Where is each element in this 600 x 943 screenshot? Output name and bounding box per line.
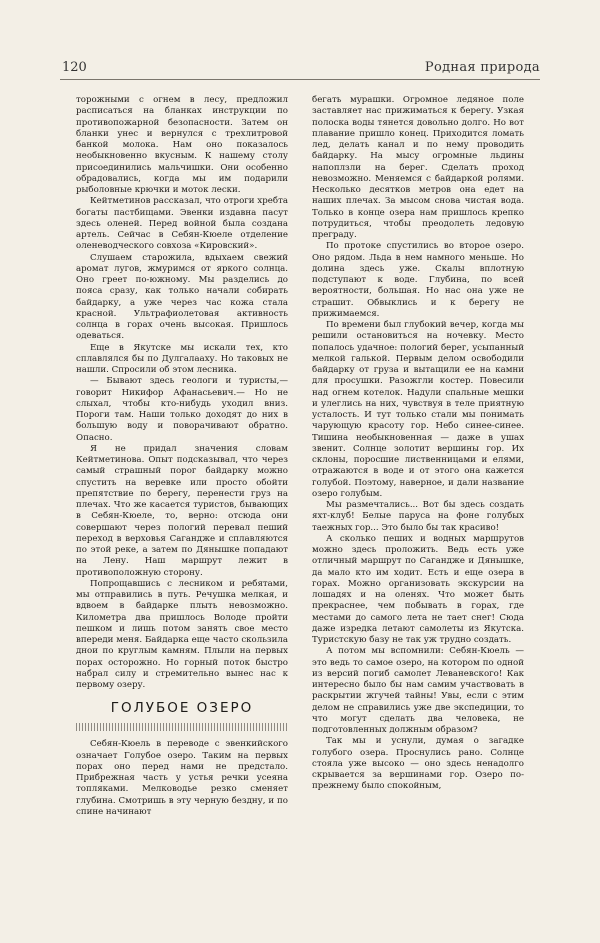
- header-divider: [60, 79, 540, 80]
- right-column: [312, 95, 524, 793]
- paragraph: бегать мурашки. Огромное ледяное поле заставляет нас прижиматься к берегу. Узкая полоска воды тянется довольно долго. Но вот плавание пришло конец. Приходится ломать лед, делать канал и по нему проводить байдарку. На мысу огромные льдины напоплзли на берег. Сделать проход невозможно. Меняемся с байдаркой ролями. Несколько десятков метров она едет на наших плечах. За мысом снова чистая вода. Только в конце озера нам пришлось крепко потрудиться, чтобы преодолеть ледовую преграду.: [312, 95, 524, 240]
- section-title: ГОЛУБОЕ ОЗЕРО: [110, 700, 254, 717]
- paragraph: Кейтметинов рассказал, что отроги хребта богаты пастбищами. Эвенки издавна пасут здесь оленей. Перед войной была создана артель. Сейчас в Себян-Кюеле отделение оленеводческого совхоза «Кировский».: [76, 196, 288, 252]
- paragraph: По протоке спустились во второе озеро. Оно рядом. Льда в нем намного меньше. Но долина здесь уже. Скалы вплотную подступают к воде. Глубина, по всей вероятности, большая. Но нас она уже не страшит. Обвыклись и к берегу не прижимаемся.: [312, 241, 524, 319]
- paragraph: А сколько пеших и водных маршрутов можно здесь проложить. Ведь есть уже отличный маршрут по Сагандже и Дянышке, да мало кто им ходит. Есть и еще озера в горах. Можно организовать экскурсии на лошадях и на оленях. Что может быть прекраснее, чем побывать в горах, где местами до самого лета не тает снег! Сюда даже изредка летают самолеты из Якутска. Туристскую базу не так уж трудно создать.: [312, 533, 524, 645]
- running-title: Родная природа: [424, 60, 540, 75]
- paragraph: Так мы и уснули, думая о загадке голубого озера. Проснулись рано. Солнце стояла уже высоко — оно здесь ненадолго скрывается за вершинами гор. Озеро по-прежнему было спокойным,: [312, 736, 524, 792]
- paragraph: Еще в Якутске мы искали тех, кто сплавлялся бы по Дулгалааху. Но таковых не нашли. Спросили об этом лесника.: [76, 342, 288, 375]
- section-ornament: [76, 723, 288, 731]
- paragraph: По времени был глубокий вечер, когда мы решили остановиться на ночевку. Место попалось удачное: пологий берег, усыпанный мелкой галькой. Первым делом освободили байдарку от груза и вытащили ее на камни для просушки. Разожгли костер. Повесили над огнем котелок. Надули спальные мешки и улеглись на них, чувствуя в теле приятную усталость. И тут только стали мы понимать чарующую красоту гор. Небо синее-синее. Тишина необыкновенная — даже в ушах звенит. Солнце золотит вершины гор. Их склоны, поросшие лиственницами и елями, отражаются в воде и от этого она кажется голубой. Поэтому, наверное, и дали название озеро голубым.: [312, 320, 524, 499]
- paragraph: — Бывают здесь геологи и туристы,— говорит Никифор Афанасьевич.— Но не слыхал, чтобы кто-нибудь уходил вниз. Пороги там. Наши только доходят до них в большую воду и поворачивают обратно. Опасно.: [76, 376, 288, 443]
- paragraph: А потом мы вспомнили: Себян-Кюель — это ведь то самое озеро, на котором по одной из версий погиб самолет Леваневского! Как интересно было бы нам самим участвовать в раскрытии жгучей тайны! Увы, если с этим делом не справились уже две экспедиции, то что могут сделать два человека, не подготовленных должным образом?: [312, 646, 524, 735]
- paragraph: Себян-Кюель в переводе с эвенкийского означает Голубое озеро. Таким на первых порах оно перед нами не предстало. Прибрежная часть у устья речки усеяна топляками. Мелководье резко сменяет глубина. Смотришь в эту черную бездну, и по спине начинают: [76, 739, 288, 817]
- paragraph: Слушаем старожила, вдыхаем свежий аромат лугов, жмуримся от яркого солнца. Оно греет по-южному. Мы разделись до пояса сразу, как только начали собирать байдарку, а уже через час кожа стала красной. Ультрафиолетовая активность солнца в горах очень высокая. Пришлось одеваться.: [76, 252, 288, 342]
- paragraph: торожными с огнем в лесу, предложил расписаться на бланках инструкции по противопожарной безопасности. Затем он бланки унес и вернулся с трехлитровой банкой молока. Нам оно показалось необыкновенно вкусным. К нашему столу присоединились мальчишки. Они особенно обрадовались, когда мы им подарили рыболовные крючки и моток лески.: [76, 95, 288, 195]
- left-column: [76, 95, 288, 818]
- paragraph: Попрощавшись с лесником и ребятами, мы отправились в путь. Речушка мелкая, и вдвоем в байдарке плыть невозможно. Километра два пришлось Володе пройти пешком и лишь потом занять свое место впереди меня. Байдарка еще часто скользила днои по круглым камням. Плыли на первых порах осторожно. Но горный поток быстро набрал силу и стремительно вынес нас к первому озеру.: [76, 578, 288, 690]
- paragraph: Я не придал значения словам Кейтметинова. Опыт подсказывал, что через самый страшный порог байдарку можно спустить на веревке или просто обойти препятствие по берегу, перенести груз на плечах. Что же касается туристов, бывающих в Себян-Кюеле, то, верно: отсюда они совершают через пологий перевал пеший переход в верховья Сагандже и сплавляются по этой реке, а затем по Дянышке попадают на Лену. Наш маршрут лежит в противоположную сторону.: [76, 443, 288, 578]
- paragraph: Мы размечтались... Вот бы здесь создать яхт-клуб! Белые паруса на фоне голубых таежных гор... Это было бы так красиво!: [312, 500, 524, 533]
- page-number: 120: [62, 60, 87, 75]
